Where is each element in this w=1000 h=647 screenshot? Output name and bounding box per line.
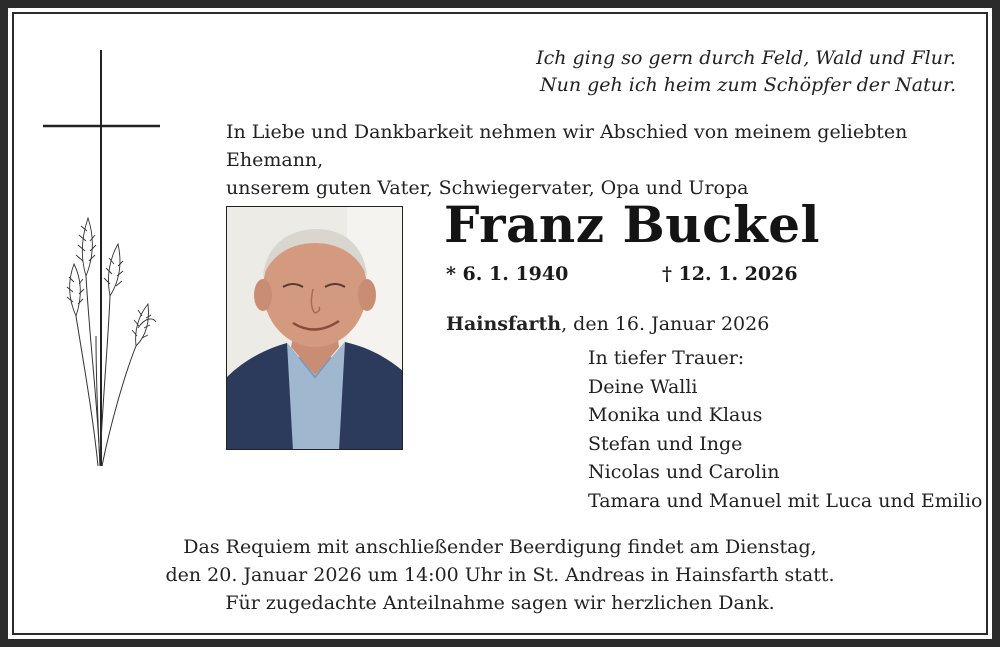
mourner-name: Nicolas und Carolin [588, 461, 780, 483]
place-town: Hainsfarth [446, 313, 562, 335]
intro-text [226, 118, 1000, 202]
verse-line: Ich ging so gern durch Feld, Wald und Flur. [536, 47, 956, 69]
mourners-heading: In tiefer Trauer: [588, 347, 745, 369]
place-date: , den 16. Januar 2026 [561, 313, 770, 335]
place-and-date [446, 313, 769, 335]
mourners-list [588, 344, 982, 515]
footer-line: Für zugedachte Anteilnahme sagen wir herzlichen Dank. [225, 592, 775, 614]
mourner-name: Stefan und Inge [588, 432, 743, 455]
cross-with-wheat-icon [38, 46, 168, 476]
funeral-notice [0, 533, 1000, 617]
memorial-verse [536, 45, 956, 99]
deceased-name: Franz Buckel [444, 195, 821, 254]
mourner-name: Tamara und Manuel mit Luca und Emilio [588, 489, 983, 512]
verse-line: Nun geh ich heim zum Schöpfer der Natur. [539, 74, 956, 96]
footer-line: den 20. Januar 2026 um 14:00 Uhr in St. Andreas in Hainsfarth statt. [165, 564, 835, 586]
footer-line: Das Requiem mit anschließender Beerdigung findet am Dienstag, [183, 536, 817, 558]
birth-date: * 6. 1. 1940 [446, 263, 569, 285]
intro-line: unserem guten Vater, Schwiegervater, Opa und Uropa [226, 177, 749, 199]
mourner-name: Monika und Klaus [588, 404, 763, 426]
intro-line: In Liebe und Dankbarkeit nehmen wir Abschied von meinem geliebten Ehemann, [226, 121, 908, 171]
mourner-name: Deine Walli [588, 375, 698, 398]
portrait-photo [226, 206, 403, 450]
death-date: † 12. 1. 2026 [662, 263, 798, 285]
